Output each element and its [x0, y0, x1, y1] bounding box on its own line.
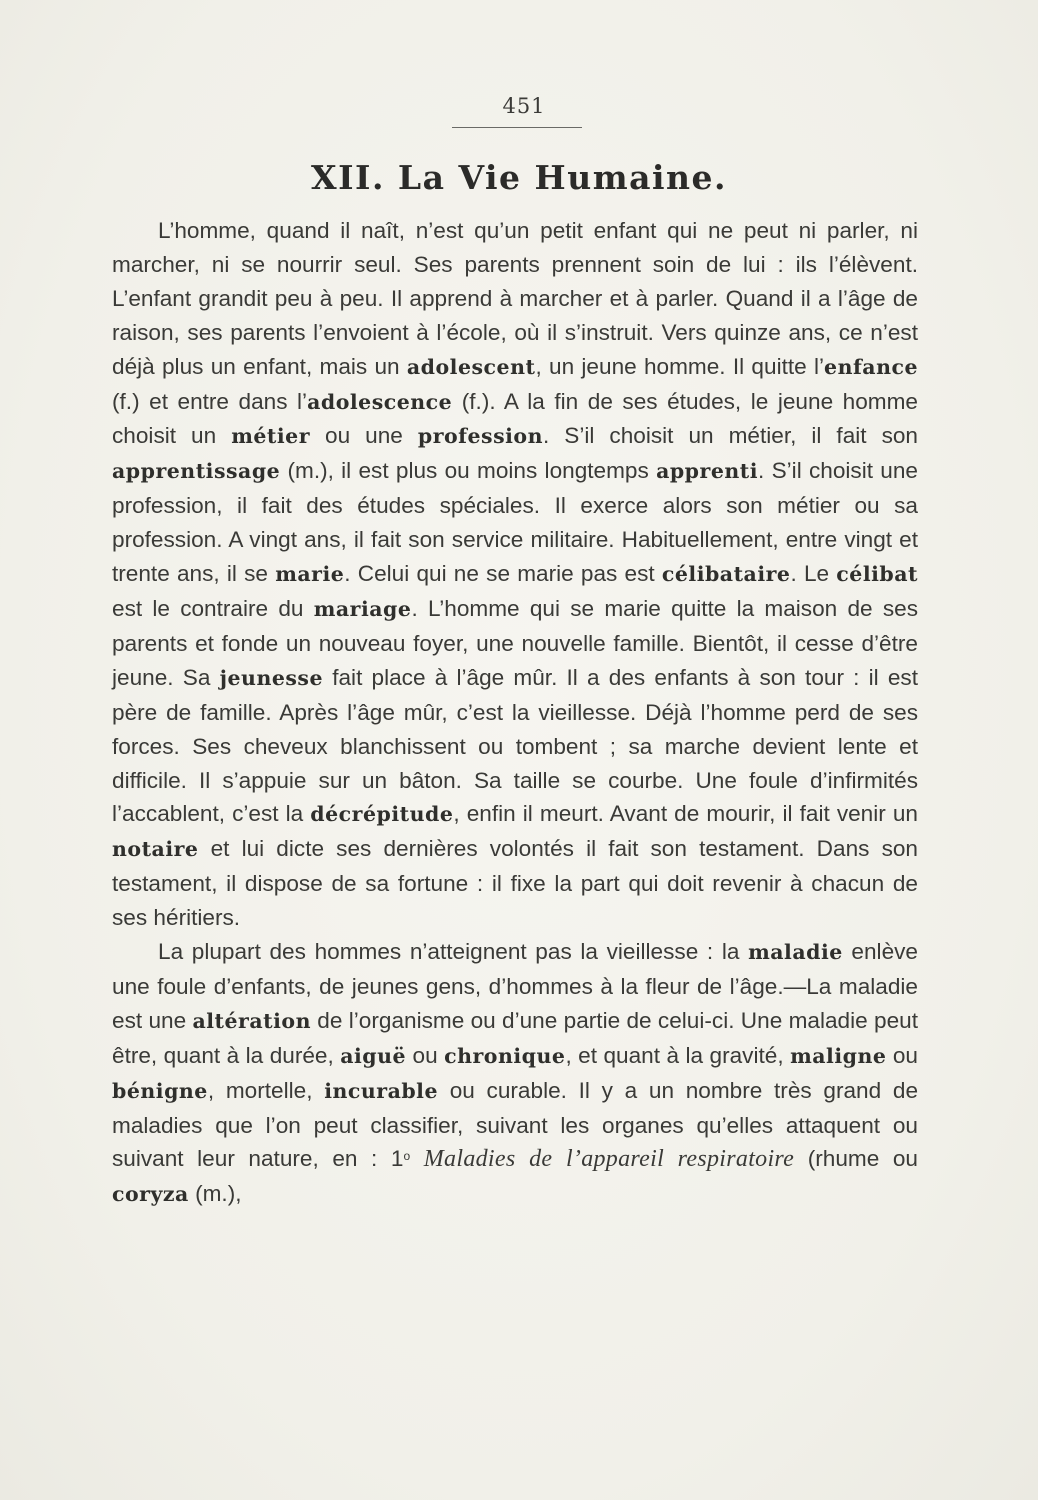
text-run: fait place à l’âge mûr. Il a des enfants à son tour : il est père de famille. Après l’âge mûr, c’est la vieillesse. Déjà l’homme perd de ses forces. Ses cheveux blanchissent ou tombent ; sa marche devient lente et difficile. Il s’appuie sur un bâton. Sa taille se courbe. Une foule d’infirmités l’accablent, c’est la: [112, 664, 919, 827]
vocab-term: adolescent: [406, 354, 536, 379]
vocab-term: marie: [275, 562, 345, 587]
vocab-term: adolescence: [307, 389, 453, 414]
vocab-term: célibataire: [661, 562, 791, 587]
vocab-term: notaire: [112, 837, 199, 862]
vocab-term: métier: [231, 424, 311, 449]
text-run: (rhume ou: [794, 1146, 918, 1172]
vocab-term: jeunesse: [219, 665, 324, 690]
text-run: . Celui qui ne se marie pas est: [344, 561, 662, 587]
page-number: 451: [502, 94, 546, 118]
vocab-term: mariage: [313, 596, 412, 621]
text-run: L’homme, quand il naît, n’est qu’un petit enfant qui ne peut ni parler, ni marcher, ni se nourrir seul. Ses parents prennent soin de lui : ils l’élèvent. L’enfant grandit peu à peu. Il apprend à marcher et à parler. Quand il a l’âge de raison, ses parents l’envoient à l’école, où il s’instruit. Vers quinze ans, ce n’est déjà plus un enfant, mais un: [112, 218, 918, 379]
italic-heading: Maladies de l’appareil respiratoire: [423, 1146, 795, 1173]
text-run: ou: [886, 1042, 918, 1068]
vocab-term: célibat: [836, 562, 918, 587]
vocab-term: aiguë: [340, 1043, 407, 1068]
vocab-term: maladie: [748, 940, 843, 965]
vocab-term: enfance: [824, 354, 919, 379]
text-run: . Le: [790, 561, 837, 587]
text-run: et lui dicte ses dernières volontés il fait son testament. Dans son testament, il dispose de sa fortune : il fixe la part qui doit revenir à chacun de ses héritiers.: [112, 836, 918, 931]
vocab-term: bénigne: [112, 1078, 208, 1103]
text-run: (m.),: [188, 1181, 242, 1207]
ordinal-superscript: o: [403, 1149, 411, 1164]
vocab-term: altération: [192, 1008, 311, 1033]
chapter-title: XII. La Vie Humaine.: [310, 158, 728, 197]
body-text: [112, 214, 918, 1212]
vocab-term: maligne: [790, 1043, 887, 1068]
header-rule: [452, 127, 582, 128]
text-run: [410, 1146, 424, 1171]
text-run: , mortelle,: [207, 1077, 325, 1103]
vocab-term: incurable: [324, 1078, 439, 1103]
text-run: (m.), il est plus ou moins longtemps: [280, 458, 657, 484]
vocab-term: coryza: [112, 1182, 189, 1207]
paragraph: [112, 214, 918, 935]
text-run: . S’il choisit une profession, il fait des études spéciales. Il exerce alors son métier ou sa profession. A vingt ans, il fait son service militaire. Habituellement, entre vingt et trente ans, il se: [112, 458, 918, 587]
vocab-term: chronique: [444, 1043, 566, 1068]
text-run: ou: [406, 1042, 445, 1068]
text-run: (f.) et entre dans l’: [112, 388, 308, 414]
text-run: de l’organisme ou d’une partie de celui-ci. Une maladie peut être, quant à la durée,: [112, 1007, 918, 1068]
text-run: . S’il choisit un métier, il fait son: [543, 423, 918, 449]
text-run: ou curable. Il y a un nombre très grand de maladies que l’on peut classifier, suivant les organes qu’elles attaquent ou suivant leur nature, en : 1: [112, 1077, 919, 1172]
text-run: , enfin il meurt. Avant de mourir, il fait venir un: [453, 801, 918, 827]
text-run: , un jeune homme. Il quitte l’: [535, 353, 825, 379]
vocab-term: apprentissage: [112, 459, 281, 484]
text-run: enlève une foule d’enfants, de jeunes gens, d’hommes à la fleur de l’âge.—La maladie est une: [112, 939, 919, 1033]
text-run: La plupart des hommes n’atteignent pas la vieillesse : la: [158, 939, 749, 965]
vocab-term: décrépitude: [310, 802, 454, 827]
text-run: , et quant à la gravité,: [565, 1042, 791, 1068]
text-run: . L’homme qui se marie quitte la maison de ses parents et fonde un nouveau foyer, une nouvelle famille. Bientôt, il cesse d’être jeune. Sa: [112, 595, 918, 690]
vocab-term: apprenti: [656, 459, 759, 484]
text-run: est le contraire du: [112, 595, 314, 621]
text-run: (f.). A la fin de ses études, le jeune homme choisit un: [112, 388, 918, 449]
vocab-term: profession: [417, 424, 543, 449]
paragraph: [112, 935, 918, 1212]
text-run: ou une: [310, 423, 418, 449]
